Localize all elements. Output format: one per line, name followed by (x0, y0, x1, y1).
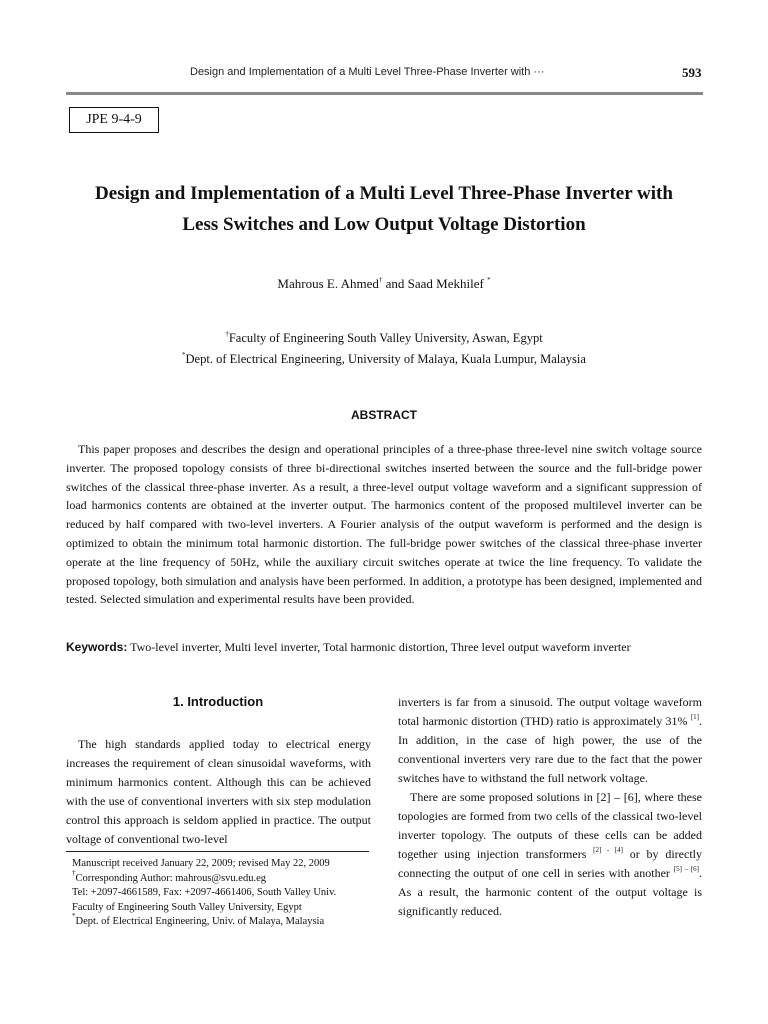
left-column-text (66, 735, 371, 849)
intro-paragraph-3 (398, 788, 702, 921)
citation-ref-5-6: [5] – [6] (673, 865, 699, 873)
intro-p2-text-b: . In addition, in the case of high power, the use of the conventional inverters very rare due to the fact that the power switches have to withstand the full network voltage. (398, 714, 702, 785)
abstract-body (66, 440, 702, 609)
author-list (0, 276, 768, 292)
intro-p3-text-c: . As a result, the harmonic content of the output voltage is significantly reduced. (398, 866, 702, 918)
footnote-received: Manuscript received January 22, 2009; revised May 22, 2009 (72, 858, 330, 869)
intro-p3-text-a: There are some proposed solutions in [2] – [6], where these topologies are formed from two cells of the classical two-level inverter topology. The outputs of these cells can be added together using injection transformers (398, 790, 702, 861)
footnote-dept-text: Dept. of Electrical Engineering, Univ. of Malaya, Malaysia (75, 916, 325, 927)
author-1-mark: † (378, 276, 383, 284)
abstract-heading: ABSTRACT (351, 408, 417, 422)
header-rule (66, 92, 703, 95)
abstract-text: This paper proposes and describes the design and operational principles of a three-phase three-level nine switch voltage source inverter. The proposed topology consists of three bi-directional switches inserted between the source and the full-bridge power switches of the classical three-phase inverter. As a result, a three-level output voltage waveform and a significant suppression of load harmonics contents are obtained at the inverter output. The harmonics content of the proposed multilevel inverter can be reduced by half compared with two-level inverters. A Fourier analysis of the output waveform is performed and the design is optimized to obtain the minimum total harmonic distortion. The full-bridge power switches of the classical three-phase inverter operate at the line frequency of 50Hz, while the auxiliary circuit switches operate at twice the line frequency. To validate the proposed topology, both simulation and analysis have been performed. In addition, a prototype has been designed, implemented and tested. Selected simulation and experimental results have been provided. (66, 442, 702, 607)
keywords-text: Two-level inverter, Multi level inverter, Total harmonic distortion, Three level output waveform inverter (127, 640, 631, 654)
intro-p2-text-a: inverters is far from a sinusoid. The output voltage waveform total harmonic distortion (THD) ratio is approximately 31% (398, 695, 702, 728)
author-2: and Saad Mekhilef (382, 276, 488, 291)
section-heading-introduction: 1. Introduction (172, 694, 264, 709)
title-line-2: Less Switches and Low Output Voltage Distortion (182, 214, 586, 235)
intro-paragraph-2 (398, 693, 702, 788)
footnotes (66, 857, 371, 930)
running-header-title: Design and Implementation of a Multi Level Three-Phase Inverter with ··· (190, 66, 545, 78)
intro-p3-text-b: or by directly connecting the output of one cell in series with another (398, 847, 702, 880)
footnote-corresponding-mark: † (72, 868, 76, 877)
citation-ref-1: [1] (690, 713, 699, 721)
citation-ref-2-4: [2] - [4] (593, 846, 623, 854)
affiliation-2-mark: * (182, 351, 186, 359)
paper-id-box: JPE 9-4-9 (69, 107, 159, 133)
keywords-label: Keywords: (66, 640, 128, 654)
footnote-dept (66, 912, 371, 930)
author-1: Mahrous E. Ahmed (277, 276, 379, 291)
footnote-dept-mark: * (72, 912, 76, 920)
page-number: 593 (682, 65, 702, 80)
affiliation-2-text: Dept. of Electrical Engineering, University of Malaya, Kuala Lumpur, Malaysia (185, 352, 586, 366)
author-2-mark: * (487, 276, 491, 284)
footnote-corresponding-text: Corresponding Author: mahrous@svu.edu.eg (75, 872, 266, 884)
right-column-text (398, 693, 702, 921)
footnote-faculty: Faculty of Engineering South Valley University, Egypt (72, 901, 302, 913)
affiliation-2 (0, 352, 768, 367)
keywords (66, 640, 726, 655)
affiliation-1-mark: † (225, 330, 229, 338)
affiliation-1-text: Faculty of Engineering South Valley University, Aswan, Egypt (228, 331, 543, 345)
intro-paragraph-1: The high standards applied today to electrical energy increases the requirement of clean sinusoidal waveforms, with minimum harmonics content. Although this can be achieved with the use of conventional inverters with six step modulation control this approach is seldom applied in practice. The output voltage of conventional two-level (66, 737, 371, 846)
affiliation-1 (0, 331, 768, 346)
footnote-rule (66, 851, 369, 852)
paper-title (40, 178, 728, 240)
footnote-contact: Tel: +2097-4661589, Fax: +2097-4661406, South Valley Univ. (72, 887, 337, 898)
footnote-corresponding (66, 868, 371, 887)
title-line-1: Design and Implementation of a Multi Level Three-Phase Inverter with (95, 183, 673, 204)
